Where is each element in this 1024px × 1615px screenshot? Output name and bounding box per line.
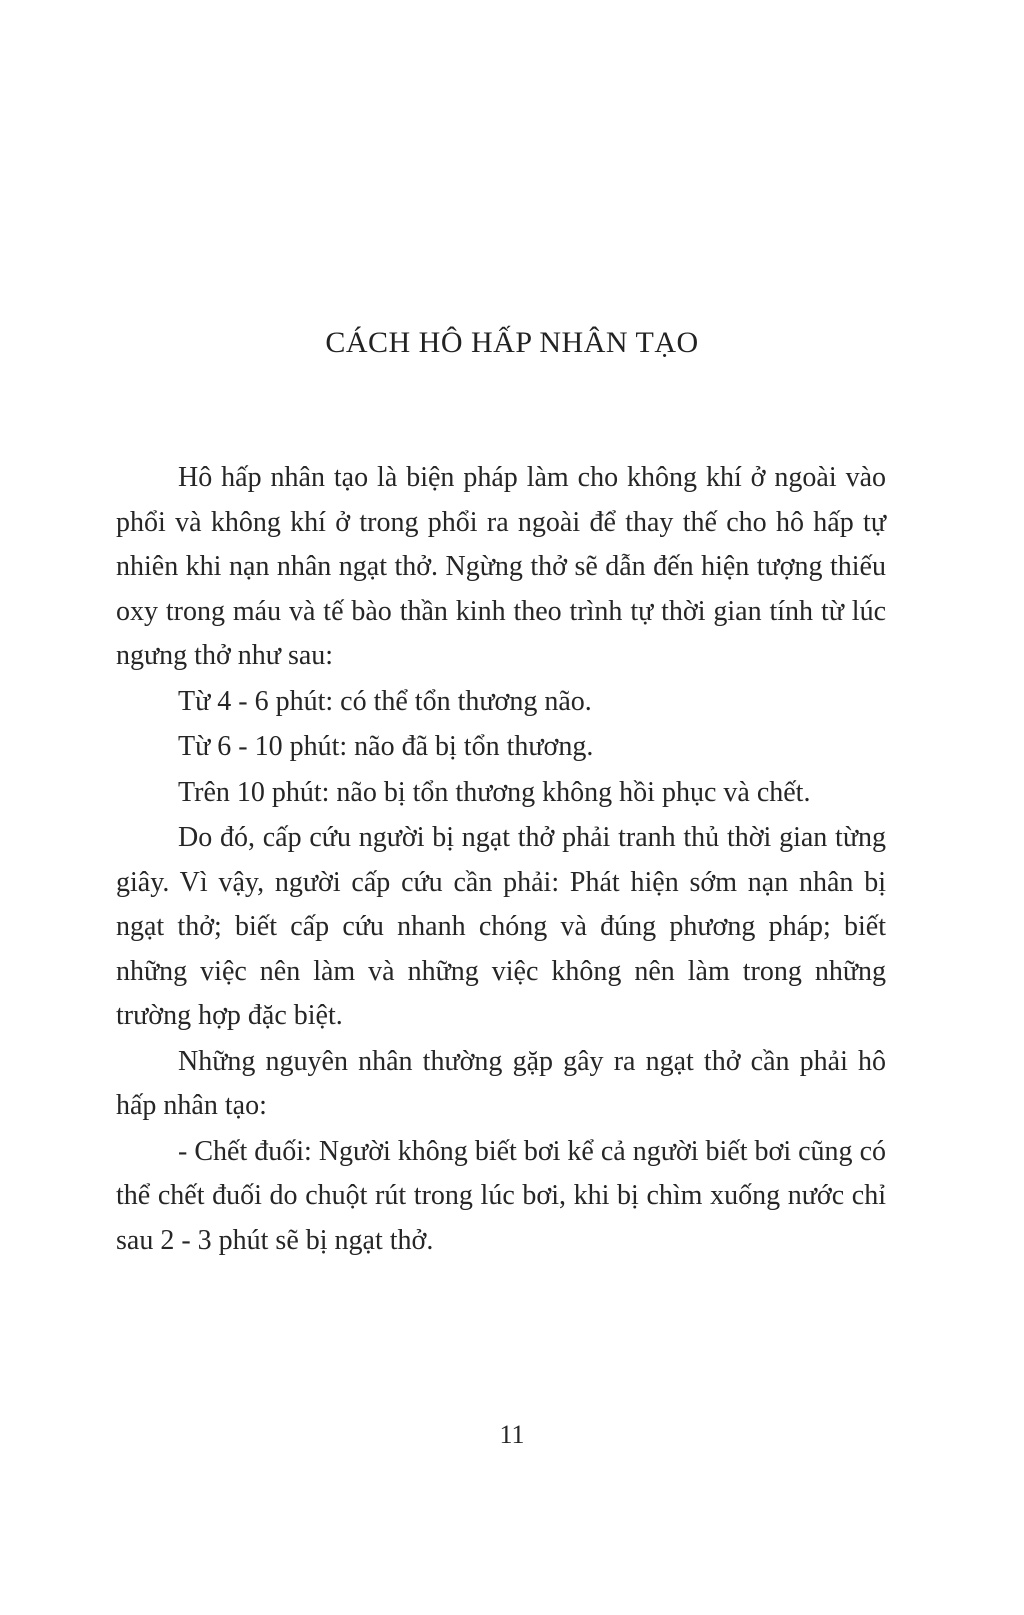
body-text (116, 456, 886, 1263)
page-number: 11 (499, 1420, 525, 1449)
paragraph: Hô hấp nhân tạo là biện pháp làm cho không khí ở ngoài vào phổi và không khí ở trong phổi ra ngoài để thay thế cho hô hấp tự nhiên khi nạn nhân ngạt thở. Ngừng thở sẽ dẫn đến hiện tượng thiếu oxy trong máu và tế bào thần kinh theo trình tự thời gian tính từ lúc ngưng thở như sau: (116, 462, 886, 671)
paragraph: Trên 10 phút: não bị tổn thương không hồi phục và chết. (178, 776, 811, 808)
paragraph: Do đó, cấp cứu người bị ngạt thở phải tranh thủ thời gian từng giây. Vì vậy, người cấp cứu cần phải: Phát hiện sớm nạn nhân bị ngạt thở; biết cấp cứu nhanh chóng và đúng phương pháp; biết những việc nên làm và những việc không nên làm trong những trường hợp đặc biệt. (116, 822, 886, 1031)
paragraph: - Chết đuối: Người không biết bơi kể cả người biết bơi cũng có thể chết đuối do chuột rút trong lúc bơi, khi bị chìm xuống nước chỉ sau 2 - 3 phút sẽ bị ngạt thở. (116, 1135, 886, 1256)
paragraph: Những nguyên nhân thường gặp gây ra ngạt thở cần phải hô hấp nhân tạo: (116, 1045, 886, 1121)
page-title: CÁCH HÔ HẤP NHÂN TẠO (325, 326, 699, 359)
paragraph: Từ 6 - 10 phút: não đã bị tổn thương. (178, 731, 594, 762)
paragraph: Từ 4 - 6 phút: có thể tổn thương não. (178, 685, 592, 717)
